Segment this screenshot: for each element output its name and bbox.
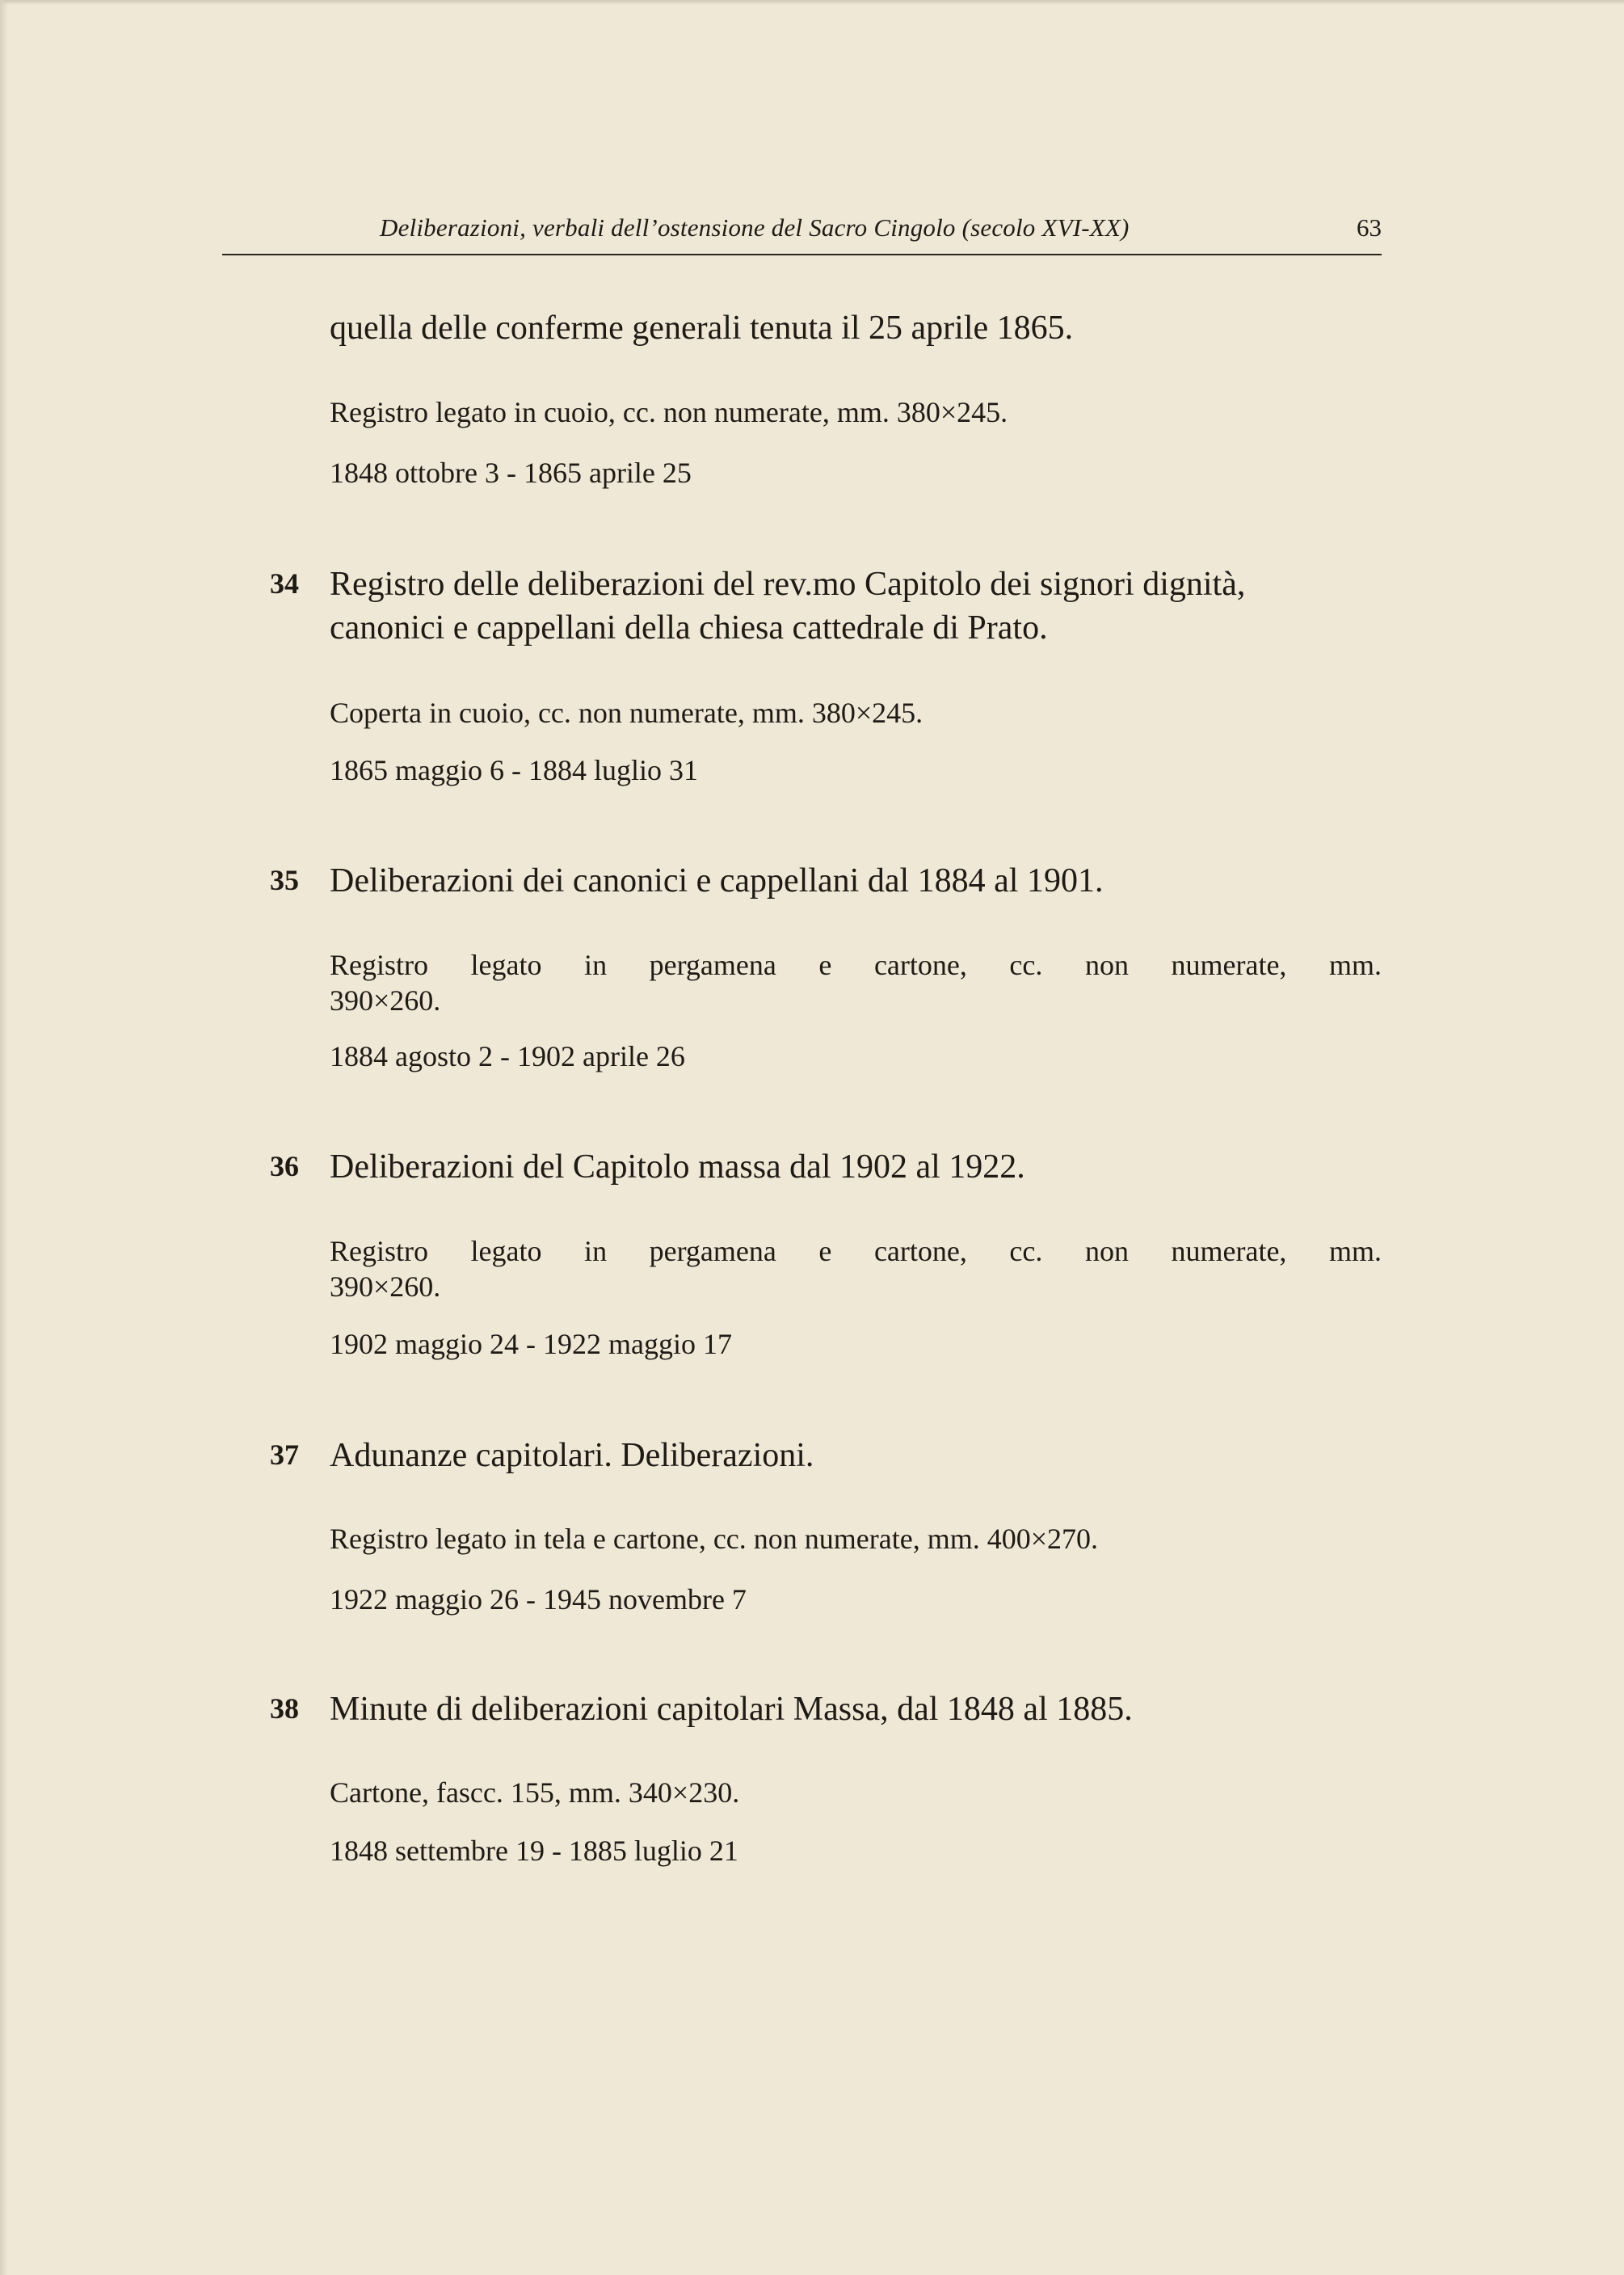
page-number: 63 [1357,213,1382,242]
entry-dates-37: 1922 maggio 26 - 1945 novembre 7 [330,1583,747,1616]
entry-dates-36: 1902 maggio 24 - 1922 maggio 17 [330,1328,732,1360]
entry-number-35: 35 [270,864,299,896]
entry-description-37: Registro legato in tela e cartone, cc. non numerate, mm. 400×270. [330,1523,1099,1555]
entry-description-36-line-2: 390×260. [330,1270,441,1303]
page-edge-top [0,0,1624,5]
entry-title-38-line-1: Minute di deliberazioni capitolari Massa, dal 1848 al 1885. [330,1691,1133,1728]
running-head [222,212,1382,244]
entry-description-35 [330,947,1382,1018]
entry-title-34 [330,562,1388,650]
running-title: Deliberazioni, verbali dell’ostensione del Sacro Cingolo (secolo XVI-XX) [380,213,1130,242]
entry-title-38 [330,1687,1388,1731]
entry-title-35-line-1: Deliberazioni dei canonici e cappellani dal 1884 al 1901. [330,862,1104,899]
continuation-dates: 1848 ottobre 3 - 1865 aprile 25 [330,457,692,489]
page-edge-left [0,0,8,2275]
entry-description-36 [330,1233,1382,1304]
entry-title-36 [330,1145,1388,1189]
entry-title-34-line-2: canonici e cappellani della chiesa cattedrale di Prato. [330,609,1048,647]
entry-title-35 [330,859,1388,903]
entry-title-37-line-1: Adunanze capitolari. Deliberazioni. [330,1437,814,1474]
continuation-text: quella delle conferme generali tenuta il 25 aprile 1865. [330,310,1074,347]
continuation-description: Registro legato in cuoio, cc. non numerate, mm. 380×245. [330,396,1008,428]
entry-description-36-line-1: Registro legato in pergamena e cartone, cc. non numerate, mm. [330,1235,1382,1267]
entry-number-36: 36 [270,1150,299,1182]
entry-dates-35: 1884 agosto 2 - 1902 aprile 26 [330,1040,685,1072]
entry-number-38: 38 [270,1692,299,1725]
entry-title-36-line-1: Deliberazioni del Capitolo massa dal 1902 al 1922. [330,1148,1025,1186]
entry-description-34: Coperta in cuoio, cc. non numerate, mm. 380×245. [330,697,923,729]
entry-dates-38: 1848 settembre 19 - 1885 luglio 21 [330,1835,738,1867]
entry-number-37: 37 [270,1439,299,1471]
entry-description-38: Cartone, fascc. 155, mm. 340×230. [330,1776,740,1809]
entry-description-35-line-1: Registro legato in pergamena e cartone, cc. non numerate, mm. [330,949,1382,981]
entry-title-34-line-1: Registro delle deliberazioni del rev.mo Capitolo dei signori dignità, [330,566,1246,603]
entry-number-34: 34 [270,567,299,600]
entry-description-35-line-2: 390×260. [330,984,441,1017]
header-rule [222,254,1382,255]
entry-dates-34: 1865 maggio 6 - 1884 luglio 31 [330,754,698,786]
entry-title-37 [330,1434,1388,1477]
